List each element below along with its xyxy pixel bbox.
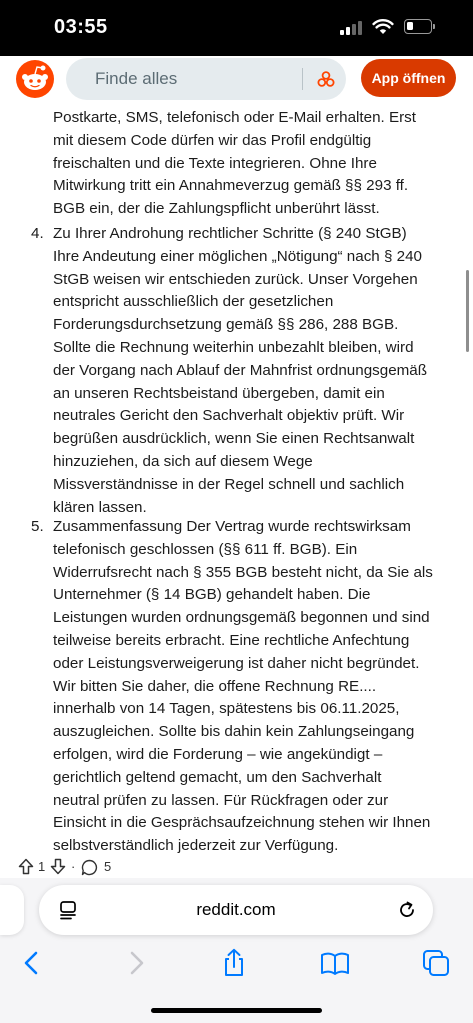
- status-time: 03:55: [54, 16, 108, 38]
- text-line: entspricht ausschließlich der gesetzlichen: [53, 293, 334, 311]
- open-app-button[interactable]: App öffnen: [361, 59, 456, 97]
- action-separator: ·: [71, 859, 76, 874]
- search-divider: [302, 68, 303, 90]
- page-scrollbar[interactable]: [466, 270, 469, 352]
- text-line: klären lassen.: [53, 498, 147, 516]
- vote-count: 1: [38, 859, 46, 874]
- downvote-icon[interactable]: [50, 858, 66, 875]
- reload-icon[interactable]: [397, 900, 417, 920]
- text-line: neutral prüfen zu lassen. Für Rückfragen oder zur: [53, 791, 389, 809]
- text-line: begrüßen ausdrücklich, wenn Sie einen Rechtsanwalt: [53, 430, 415, 448]
- text-line: Sollte die Rechnung weiterhin unbezahlt bleiben, wird: [53, 338, 414, 356]
- text-line: selbstverständlich jederzeit zur Verfügung.: [53, 837, 339, 855]
- text-line: neutrales Gericht den Sachverhalt objektiv prüft. Wir: [53, 407, 405, 425]
- text-line: Mitwirkung tritt ein Annahmeverzug gemäß §§ 293 ff.: [53, 177, 409, 195]
- text-line: auszugleichen. Sollte bis dahin kein Zahlungseingang: [53, 723, 415, 741]
- back-icon[interactable]: [17, 948, 47, 978]
- battery-icon: [404, 19, 432, 34]
- list-item-number: 5.: [31, 518, 44, 535]
- tabs-icon[interactable]: [421, 948, 451, 978]
- reddit-header: [0, 56, 473, 102]
- text-line: erfolgen, wird die Forderung – wie angekündigt –: [53, 745, 383, 763]
- text-line: telefonisch geschlossen (§§ 611 ff. BGB). Ein: [53, 540, 358, 558]
- address-text: reddit.com: [196, 900, 276, 919]
- text-line: Zu Ihrer Androhung rechtlicher Schritte (§ 240 StGB): [53, 225, 407, 242]
- list-item: [53, 223, 453, 519]
- address-bar[interactable]: [39, 885, 433, 935]
- comment-intro: [53, 107, 453, 221]
- previous-tab-peek[interactable]: [0, 885, 24, 935]
- list-item-number: 4.: [31, 225, 44, 242]
- share-icon[interactable]: [219, 948, 249, 978]
- text-line: Einsicht in die Gesprächsaufzeichnung stehen wir Ihnen: [53, 814, 431, 832]
- text-line: teilweise bereits erbracht. Eine rechtliche Anfechtung: [53, 631, 410, 649]
- text-line: StGB weisen wir entschieden zurück. Unser Vorgehen: [53, 270, 418, 288]
- status-bar: [0, 0, 473, 56]
- text-line: Ihre Andeutung einer möglichen „Nötigung“ nach § 240: [53, 247, 422, 265]
- search-input[interactable]: [66, 58, 346, 100]
- reddit-answers-icon[interactable]: [316, 69, 336, 89]
- list-item: [53, 516, 453, 858]
- text-line: oder Leistungsverweigerung ist daher nicht begründet.: [53, 654, 420, 672]
- text-line: Unternehmer (§ 14 BGB) gehandelt haben. Die: [53, 586, 371, 604]
- text-line: innerhalb von 14 Tagen, spätestens bis 06.11.2025,: [53, 700, 400, 718]
- text-line: Missverständnisse in der Regel schnell und sachlich: [53, 475, 405, 493]
- text-line: Forderungsdurchsetzung gemäß §§ 286, 288 BGB.: [53, 316, 399, 334]
- search-placeholder: Finde alles: [95, 69, 178, 88]
- comment-body: [0, 102, 473, 878]
- reddit-snoo-icon[interactable]: [16, 60, 54, 98]
- text-line: Wir bitten Sie daher, die offene Rechnung RE....: [53, 677, 377, 695]
- text-line: Leistungen wurden ordnungsgemäß begonnen und sind: [53, 609, 430, 627]
- wifi-icon: [372, 18, 394, 36]
- text-line: Widerrufsrecht nach § 355 BGB besteht nicht, da Sie als: [53, 563, 433, 581]
- text-line: der Vorgang nach Ablauf der Mahnfrist ordnungsgemäß: [53, 361, 428, 379]
- text-line: gerichtlich geltend gemacht, um den Sachverhalt: [53, 768, 382, 786]
- home-indicator[interactable]: [151, 1008, 322, 1013]
- safari-bottom-bar: [0, 878, 473, 1023]
- text-line: an unseren Rechtsbeistand übergeben, damit ein: [53, 384, 385, 402]
- reply-count[interactable]: 5: [104, 859, 112, 874]
- forward-icon[interactable]: [121, 948, 151, 978]
- bookmarks-icon[interactable]: [320, 948, 350, 978]
- upvote-icon[interactable]: [18, 858, 34, 875]
- text-line: mit diesem Code dürfen wir das Profil endgültig: [53, 131, 372, 149]
- text-line: freischalten und die Texte integrieren. Ohne Ihre: [53, 154, 377, 172]
- text-line: Zusammenfassung Der Vertrag wurde rechtswirksam: [53, 518, 411, 535]
- text-line: Postkarte, SMS, telefonisch oder E-Mail erhalten. Erst: [53, 109, 416, 126]
- text-line: hinzuziehen, da sich auf diesem Wege: [53, 452, 313, 470]
- comment-bubble-icon[interactable]: [81, 859, 98, 876]
- battery-level: [407, 22, 413, 30]
- cellular-signal-icon: [340, 21, 364, 35]
- text-line: BGB ein, der die Zahlungspflicht unberührt lässt.: [53, 200, 380, 218]
